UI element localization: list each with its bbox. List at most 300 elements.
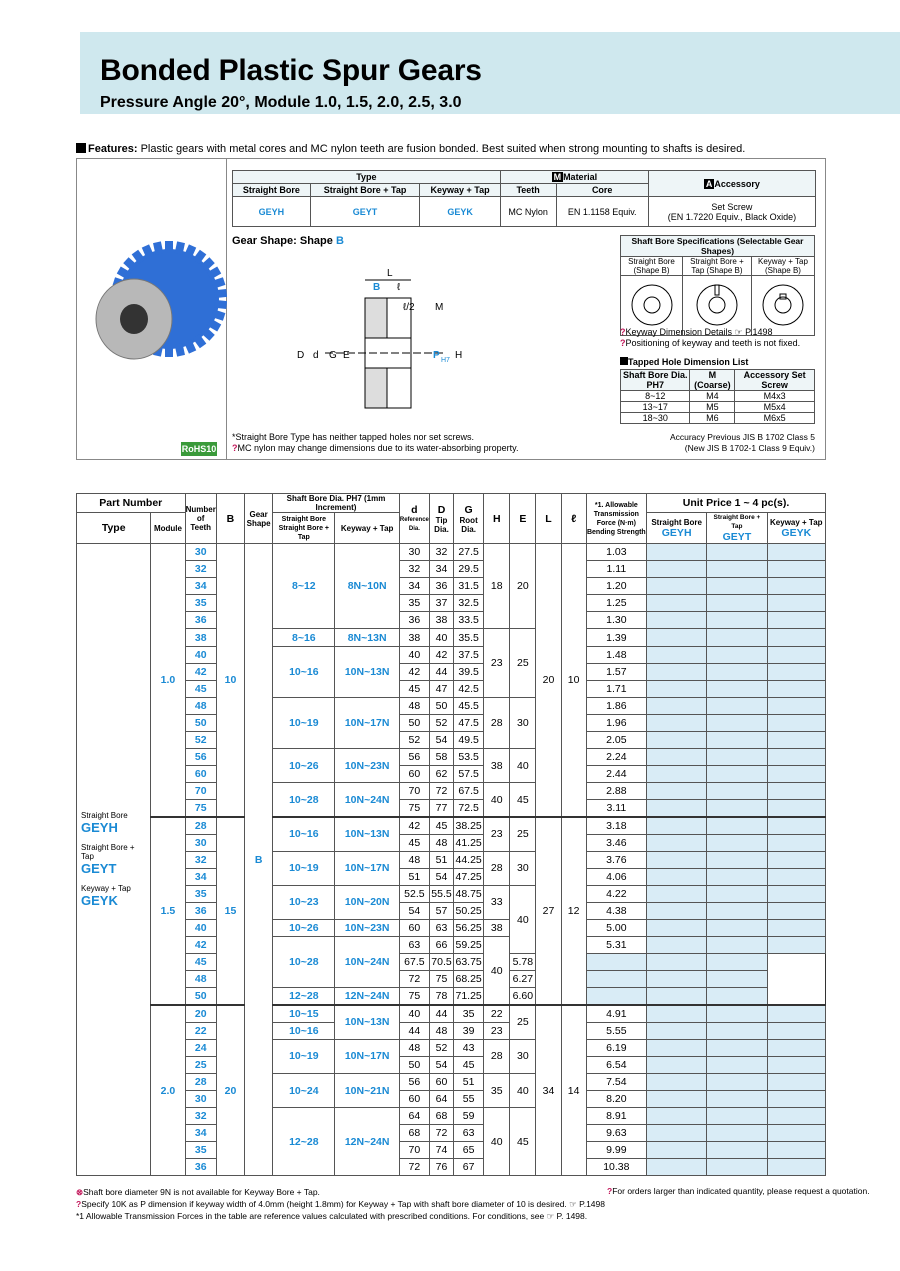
- table-row: [77, 578, 826, 595]
- dim-G: G: [329, 350, 337, 361]
- G-cell: 59: [454, 1108, 484, 1125]
- price-geyt: [707, 937, 767, 954]
- d-cell: 42: [399, 817, 429, 834]
- price-geyk: [767, 714, 825, 731]
- L-cell: 20: [536, 544, 561, 818]
- table-row: [77, 1005, 826, 1022]
- bore-sb-cell: 12~28: [273, 988, 335, 1005]
- d-cell: 48: [399, 697, 429, 714]
- force-cell: 6.27: [510, 971, 536, 988]
- price-geyh: [647, 800, 707, 817]
- type-header: Type: [233, 171, 501, 184]
- teeth-cell: 35: [185, 595, 216, 612]
- price-geyt: [707, 902, 767, 919]
- dim-B: B: [373, 282, 381, 293]
- code-geyh: GEYH: [233, 197, 311, 227]
- D-cell: 32: [429, 544, 453, 561]
- d-cell: 75: [399, 800, 429, 817]
- price-geyh: [647, 1142, 707, 1159]
- price-geyh: [647, 920, 707, 937]
- price-geyk: [767, 561, 825, 578]
- price-geyk: [767, 1022, 825, 1039]
- shaft-bore-title: Shaft Bore Specifications (Selectable Gear Shapes): [621, 236, 815, 257]
- d-cell: 52: [399, 732, 429, 749]
- dim-l: ℓ: [397, 282, 401, 293]
- price-geyh: [647, 1039, 707, 1056]
- bore-kt-cell: 8N~10N: [335, 544, 399, 629]
- footer-right: ?For orders larger than indicated quantity, please request a quotation.: [607, 1186, 870, 1196]
- table-row: [77, 749, 826, 766]
- teeth-cell: 30: [185, 1091, 216, 1108]
- L-cell: 34: [536, 1005, 561, 1176]
- G-cell: 72.5: [454, 800, 484, 817]
- G-cell: 50.25: [454, 902, 484, 919]
- table-row: [77, 1159, 826, 1176]
- price-geyh: [647, 1091, 707, 1108]
- bore-kt-cell: 10N~21N: [335, 1073, 399, 1107]
- table-row: [77, 766, 826, 783]
- price-geyk: [767, 783, 825, 800]
- bore-sb-cell: 10~28: [273, 783, 335, 817]
- force-cell: 6.54: [586, 1056, 646, 1073]
- module-cell: 2.0: [151, 1005, 185, 1176]
- price-geyh: [647, 714, 707, 731]
- dim-d: d: [313, 350, 319, 361]
- d-cell: 75: [399, 988, 429, 1005]
- G-cell: 57.5: [454, 766, 484, 783]
- price-geyk: [767, 800, 825, 817]
- price-geyk: [767, 1039, 825, 1056]
- table-row: [77, 1142, 826, 1159]
- H-cell: 28: [484, 1039, 510, 1073]
- gear-shape-value: B: [335, 235, 344, 247]
- D-cell: 62: [429, 766, 453, 783]
- th-up-sb: Straight Bore: [651, 517, 702, 527]
- table-row: [77, 885, 826, 902]
- bore-kt-cell: 10N~23N: [335, 749, 399, 783]
- force-cell: 4.06: [586, 868, 646, 885]
- E-cell: 45: [510, 1108, 536, 1176]
- teeth-cell: 30: [185, 834, 216, 851]
- teeth-cell: 20: [185, 1005, 216, 1022]
- price-geyt: [707, 800, 767, 817]
- E-cell: 30: [510, 851, 536, 885]
- force-cell: 4.91: [586, 1005, 646, 1022]
- D-cell: 75: [429, 971, 453, 988]
- D-cell: 77: [429, 800, 453, 817]
- price-geyh: [586, 971, 646, 988]
- teeth-cell: 30: [185, 544, 216, 561]
- accessory-header: [648, 171, 815, 197]
- price-geyt: [707, 680, 767, 697]
- force-cell: 2.05: [586, 732, 646, 749]
- bore-sb-cell: 10~16: [273, 646, 335, 697]
- table-row: [77, 1108, 826, 1125]
- price-geyt: [707, 595, 767, 612]
- table-row: [77, 544, 826, 561]
- dim-E: E: [343, 350, 350, 361]
- shape-keyway-tap: Keyway + Tap (Shape B): [751, 257, 814, 276]
- th-geyt: GEYT: [722, 531, 752, 543]
- bore-sb-cell: 10~15: [273, 1005, 335, 1022]
- th-L: L: [536, 494, 561, 544]
- shape-sb-tap: Straight Bore + Tap (Shape B): [683, 257, 752, 276]
- th-type: Type: [77, 513, 151, 544]
- price-geyh: [647, 629, 707, 646]
- price-geyt: [647, 954, 707, 971]
- force-cell: 1.20: [586, 578, 646, 595]
- teeth-cell: 22: [185, 1022, 216, 1039]
- price-geyt: [707, 578, 767, 595]
- price-geyh: [647, 885, 707, 902]
- price-geyt: [707, 1005, 767, 1022]
- price-geyt: [707, 1159, 767, 1176]
- price-geyh: [647, 561, 707, 578]
- D-cell: 66: [429, 937, 453, 954]
- price-geyt: [707, 1022, 767, 1039]
- E-cell: 25: [510, 629, 536, 697]
- note-straight-bore: *Straight Bore Type has neither tapped holes nor set screws.: [232, 432, 474, 442]
- footer-note-3: *1 Allowable Transmission Forces in the table are reference values calculated with prescribed conditions. For conditions, see ☞ P. 1498.: [76, 1211, 588, 1221]
- th-d-sub: Reference Dia.: [399, 516, 429, 532]
- d-cell: 72: [399, 1159, 429, 1176]
- th-sb: Straight Bore Straight Bore + Tap: [273, 513, 335, 544]
- bore-sb-cell: 10~24: [273, 1073, 335, 1107]
- G-cell: 63.75: [454, 954, 484, 971]
- G-cell: 35: [454, 1005, 484, 1022]
- force-cell: 1.57: [586, 663, 646, 680]
- G-cell: 55: [454, 1091, 484, 1108]
- gear-spec-table: [76, 493, 826, 1176]
- price-geyt: [707, 834, 767, 851]
- E-cell: 40: [510, 885, 536, 953]
- table-row: [77, 732, 826, 749]
- d-cell: 40: [399, 646, 429, 663]
- D-cell: 48: [429, 1022, 453, 1039]
- teeth-cell: 45: [185, 954, 216, 971]
- bore-sb-cell: 12~28: [273, 1108, 335, 1176]
- table-row: [77, 868, 826, 885]
- force-cell: 1.39: [586, 629, 646, 646]
- bore-sb-cell: 10~16: [273, 1022, 335, 1039]
- price-geyh: [647, 1056, 707, 1073]
- G-cell: 71.25: [454, 988, 484, 1005]
- H-cell: 35: [484, 1073, 510, 1107]
- H-cell: 28: [484, 851, 510, 885]
- th-D: D: [437, 503, 446, 516]
- G-cell: 45: [454, 1056, 484, 1073]
- l-cell: 14: [561, 1005, 586, 1176]
- d-cell: 45: [399, 680, 429, 697]
- table-row: [77, 629, 826, 646]
- force-cell: 2.88: [586, 783, 646, 800]
- H-cell: 40: [484, 1108, 510, 1176]
- teeth-cell: 42: [185, 937, 216, 954]
- H-cell: 28: [484, 697, 510, 748]
- D-cell: 64: [429, 1091, 453, 1108]
- G-cell: 67.5: [454, 783, 484, 800]
- price-geyt: [707, 561, 767, 578]
- price-geyk: [767, 646, 825, 663]
- G-cell: 35.5: [454, 629, 484, 646]
- force-cell: 9.63: [586, 1125, 646, 1142]
- force-cell: 1.25: [586, 595, 646, 612]
- table-row: [77, 1125, 826, 1142]
- d-cell: 32: [399, 561, 429, 578]
- D-cell: 72: [429, 783, 453, 800]
- price-geyk: [767, 595, 825, 612]
- price-geyk: [767, 1142, 825, 1159]
- table-row: [77, 1022, 826, 1039]
- th-G-sub: Root Dia.: [459, 515, 478, 534]
- bore-kt-cell: 10N~13N: [335, 817, 399, 851]
- gear-shape-text: Gear Shape: Shape: [232, 235, 336, 247]
- bore-kt-cell: 10N~24N: [335, 783, 399, 817]
- H-cell: 33: [484, 885, 510, 919]
- th-m: M (Coarse): [690, 370, 735, 391]
- th-up-kt: Keyway + Tap: [770, 517, 823, 527]
- d-cell: 60: [399, 1091, 429, 1108]
- teeth-cell: 34: [185, 1125, 216, 1142]
- th-shaft-bore: Shaft Bore Dia. PH7: [621, 370, 690, 391]
- price-geyh: [647, 595, 707, 612]
- G-cell: 47.5: [454, 714, 484, 731]
- force-cell: 7.54: [586, 1073, 646, 1090]
- price-geyk: [767, 749, 825, 766]
- d-cell: 40: [399, 1005, 429, 1022]
- D-cell: 54: [429, 732, 453, 749]
- price-geyh: [647, 1125, 707, 1142]
- tapped-hole-title-text: Tapped Hole Dimension List: [628, 357, 749, 367]
- price-geyt: [707, 1108, 767, 1125]
- tapped-hole-table: Shaft Bore Dia. PH7 M (Coarse) Accessory Set Screw 8~12 M4 M4x3 13~17 M5 M5x4 18~30 M6 M6x5: [620, 369, 815, 424]
- price-geyh: [647, 732, 707, 749]
- teeth-cell: 38: [185, 629, 216, 646]
- price-geyh: [647, 697, 707, 714]
- bore-kt-cell: 12N~24N: [335, 988, 399, 1005]
- bore-sb-cell: 10~19: [273, 1039, 335, 1073]
- price-geyt: [707, 544, 767, 561]
- bore-kt-cell: 10N~17N: [335, 1039, 399, 1073]
- bore-sb-cell: 10~28: [273, 937, 335, 988]
- D-cell: 72: [429, 1125, 453, 1142]
- price-geyt: [707, 1125, 767, 1142]
- G-cell: 32.5: [454, 595, 484, 612]
- force-cell: 9.99: [586, 1142, 646, 1159]
- price-geyk: [767, 578, 825, 595]
- table-row: [77, 680, 826, 697]
- G-cell: 65: [454, 1142, 484, 1159]
- price-geyh: [647, 1005, 707, 1022]
- th-up-sbt: Straight Bore + Tap: [713, 514, 761, 530]
- H-cell: 40: [484, 937, 510, 1005]
- d-cell: 56: [399, 1073, 429, 1090]
- d-cell: 56: [399, 749, 429, 766]
- G-cell: 56.25: [454, 920, 484, 937]
- price-geyt: [707, 851, 767, 868]
- B-cell: 20: [216, 1005, 244, 1176]
- force-cell: 1.71: [586, 680, 646, 697]
- dim-H: H: [455, 350, 463, 361]
- teeth-cell: 32: [185, 851, 216, 868]
- d-cell: 54: [399, 902, 429, 919]
- table-row: [77, 1056, 826, 1073]
- D-cell: 51: [429, 851, 453, 868]
- d-cell: 52.5: [399, 885, 429, 902]
- D-cell: 37: [429, 595, 453, 612]
- D-cell: 52: [429, 714, 453, 731]
- bore-sb-cell: 10~19: [273, 851, 335, 885]
- features-line: [76, 143, 745, 155]
- price-geyt: [647, 971, 707, 988]
- G-cell: 47.25: [454, 868, 484, 885]
- code-geyt: GEYT: [310, 197, 420, 227]
- price-geyh: [647, 817, 707, 834]
- force-cell: 5.78: [510, 954, 536, 971]
- th-teeth: Number of Teeth: [185, 494, 216, 544]
- page-subtitle: Pressure Angle 20°, Module 1.0, 1.5, 2.0, 2.5, 3.0: [100, 94, 462, 111]
- teeth-cell: 35: [185, 1142, 216, 1159]
- E-cell: 40: [510, 749, 536, 783]
- table-row: [77, 937, 826, 954]
- teeth-cell: 28: [185, 817, 216, 834]
- D-cell: 34: [429, 561, 453, 578]
- G-cell: 44.25: [454, 851, 484, 868]
- notes-right: [620, 327, 800, 349]
- set-screw-detail: (EN 1.7220 Equiv., Black Oxide): [667, 211, 797, 222]
- bore-sb-cell: 10~23: [273, 885, 335, 919]
- L-cell: 27: [536, 817, 561, 1005]
- E-cell: 25: [510, 817, 536, 851]
- bore-sb-cell: 10~26: [273, 920, 335, 937]
- force-cell: 1.30: [586, 612, 646, 629]
- d-cell: 50: [399, 714, 429, 731]
- d-cell: 67.5: [399, 954, 429, 971]
- G-cell: 51: [454, 1073, 484, 1090]
- table-row: [77, 817, 826, 834]
- table-row: [77, 954, 826, 971]
- dim-D: D: [297, 350, 305, 361]
- price-geyk: [767, 612, 825, 629]
- table-row: [77, 800, 826, 817]
- teeth-cell: 35: [185, 885, 216, 902]
- th-l: ℓ: [561, 494, 586, 544]
- D-cell: 45: [429, 817, 453, 834]
- price-geyk: [767, 1108, 825, 1125]
- th-kt: Keyway + Tap: [335, 513, 399, 544]
- table-row: [77, 902, 826, 919]
- table-row: [77, 595, 826, 612]
- B-cell: 10: [216, 544, 244, 818]
- material-teeth: MC Nylon: [500, 197, 556, 227]
- dim-H7: H7: [441, 357, 450, 364]
- d-cell: 72: [399, 971, 429, 988]
- teeth-cell: 50: [185, 988, 216, 1005]
- material-core: EN 1.1158 Equiv.: [556, 197, 648, 227]
- price-geyk: [767, 680, 825, 697]
- table-row: [77, 697, 826, 714]
- teeth-cell: 36: [185, 1159, 216, 1176]
- gear-drawing: [285, 262, 485, 422]
- teeth-cell: 50: [185, 714, 216, 731]
- G-cell: 33.5: [454, 612, 484, 629]
- H-cell: 23: [484, 817, 510, 851]
- d-cell: 48: [399, 851, 429, 868]
- E-cell: 30: [510, 697, 536, 748]
- H-cell: 23: [484, 629, 510, 697]
- col-core: Core: [556, 184, 648, 197]
- E-cell: 20: [510, 544, 536, 629]
- price-geyh: [586, 954, 646, 971]
- price-geyk: [767, 817, 825, 834]
- price-geyt: [707, 732, 767, 749]
- bore-sb-cell: 8~12: [273, 544, 335, 629]
- price-geyt: [707, 697, 767, 714]
- force-cell: 1.96: [586, 714, 646, 731]
- shape-cell: B: [245, 544, 273, 1176]
- table-row: [77, 920, 826, 937]
- table-row: [77, 561, 826, 578]
- d-cell: 60: [399, 920, 429, 937]
- th-D-sub: Tip Dia.: [434, 515, 449, 534]
- G-cell: 53.5: [454, 749, 484, 766]
- teeth-cell: 56: [185, 749, 216, 766]
- D-cell: 52: [429, 1039, 453, 1056]
- bore-kt-cell: 10N~17N: [335, 851, 399, 885]
- notes-left: [232, 432, 518, 454]
- G-cell: 63: [454, 1125, 484, 1142]
- price-geyt: [647, 988, 707, 1005]
- price-geyk: [767, 629, 825, 646]
- H-cell: 38: [484, 749, 510, 783]
- col-keyway-tap: Keyway + Tap: [420, 184, 500, 197]
- bore-kt-cell: 8N~13N: [335, 629, 399, 646]
- force-cell: 1.48: [586, 646, 646, 663]
- price-geyk: [767, 868, 825, 885]
- price-geyt: [707, 920, 767, 937]
- price-geyh: [647, 680, 707, 697]
- price-geyt: [707, 646, 767, 663]
- th-force: *1. Allowable Transmission Force (N·m) Bending Strength: [586, 494, 646, 544]
- spec-table-body: [77, 544, 826, 1176]
- D-cell: 44: [429, 1005, 453, 1022]
- note-positioning: ?Positioning of keyway and teeth is not fixed.: [620, 338, 801, 348]
- H-cell: 40: [484, 783, 510, 817]
- dim-P: P: [433, 350, 440, 361]
- D-cell: 54: [429, 1056, 453, 1073]
- price-geyh: [647, 544, 707, 561]
- tapped-hole-title: [620, 357, 748, 367]
- price-geyt: [707, 714, 767, 731]
- force-cell: 5.00: [586, 920, 646, 937]
- price-geyh: [647, 937, 707, 954]
- accessory-badge: A: [705, 178, 713, 189]
- bore-kt-cell: 10N~13N: [335, 1005, 399, 1039]
- teeth-cell: 25: [185, 1056, 216, 1073]
- force-cell: 6.19: [586, 1039, 646, 1056]
- gear-image: [77, 159, 227, 459]
- price-geyh: [647, 749, 707, 766]
- price-geyk: [767, 544, 825, 561]
- teeth-cell: 70: [185, 783, 216, 800]
- d-cell: 63: [399, 937, 429, 954]
- G-cell: 45.5: [454, 697, 484, 714]
- G-cell: 39.5: [454, 663, 484, 680]
- teeth-cell: 60: [185, 766, 216, 783]
- gear-photo: [77, 159, 227, 459]
- teeth-cell: 48: [185, 697, 216, 714]
- D-cell: 78: [429, 988, 453, 1005]
